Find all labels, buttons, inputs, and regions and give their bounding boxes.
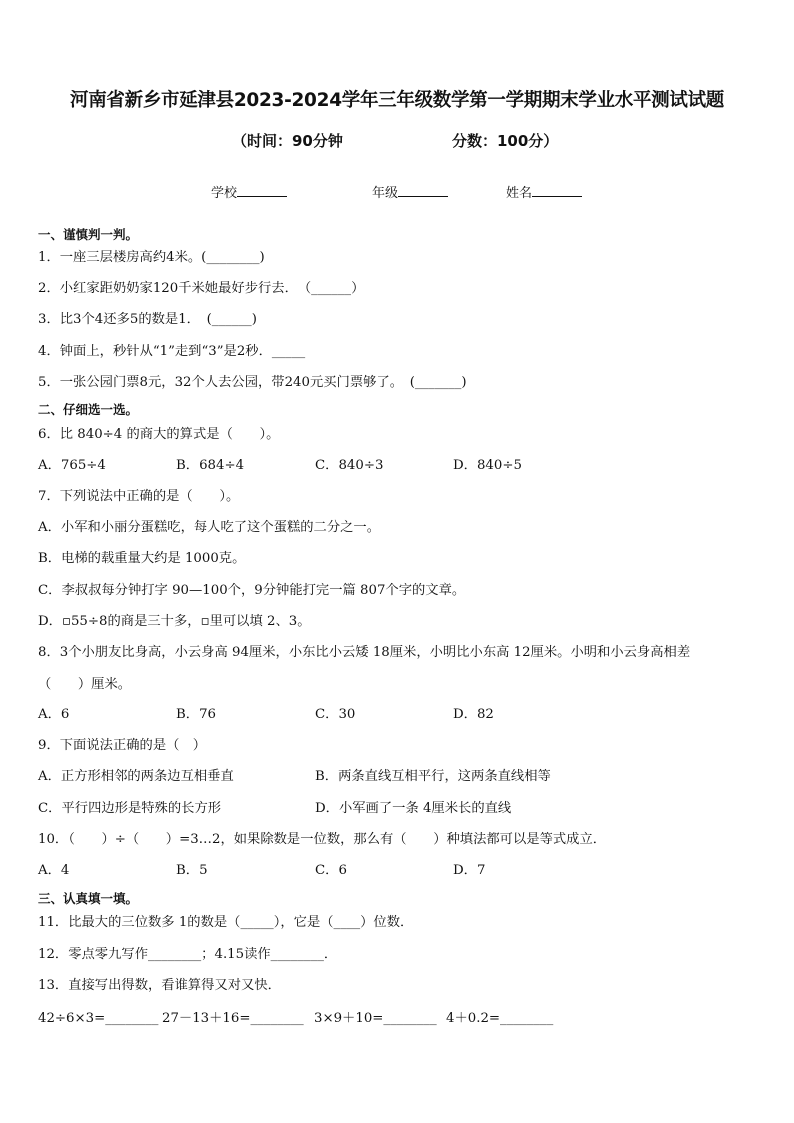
q8-option-a: A．6 — [38, 707, 70, 722]
question-8: 8．3个小朋友比身高，小云身高 94厘米，小东比小云矮 18厘米，小明比小东高 12厘米。小明和小云身高相差 — [38, 645, 691, 660]
name-blank[interactable] — [532, 183, 582, 197]
calc-4: 4＋0.2=________ — [446, 1011, 554, 1026]
question-12: 12．零点零九写作________；4.15读作________． — [38, 947, 338, 962]
section-heading-judge: 一、谨慎判一判。 — [38, 227, 139, 242]
exam-time: （时间：90分钟 — [232, 132, 343, 150]
q8-option-c: C．30 — [315, 707, 356, 722]
question-8-cont: （ ）厘米。 — [38, 677, 132, 692]
q8-option-d: D．82 — [453, 707, 494, 722]
q9-option-c: C．平行四边形是特殊的长方形 — [38, 801, 222, 816]
q7-option-c: C．李叔叔每分钟打字 90—100个，9分钟能打完一篇 807个字的文章。 — [38, 583, 466, 598]
q10-option-b: B．5 — [176, 863, 208, 878]
q9-option-a: A．正方形相邻的两条边互相垂直 — [38, 769, 234, 784]
school-label: 学校 — [211, 186, 238, 201]
q8-option-b: B．76 — [176, 707, 216, 722]
grade-label: 年级 — [372, 186, 399, 201]
name-label: 姓名 — [506, 186, 533, 201]
question-3: 3．比3个4还多5的数是1． (______) — [38, 312, 257, 327]
question-2: 2．小红家距奶奶家120千米她最好步行去． （______） — [38, 281, 365, 296]
section-heading-fill: 三、认真填一填。 — [38, 891, 139, 906]
calc-1: 42÷6×3=________ — [38, 1011, 159, 1026]
question-6: 6．比 840÷4 的商大的算式是（ ）。 — [38, 427, 280, 442]
school-field[interactable] — [211, 182, 287, 201]
q10-option-c: C．6 — [315, 863, 347, 878]
name-field[interactable] — [506, 182, 582, 201]
question-11: 11．比最大的三位数多 1的数是（_____），它是（____）位数． — [38, 915, 414, 930]
question-9: 9．下面说法正确的是（ ） — [38, 738, 207, 753]
q9-option-d: D．小军画了一条 4厘米长的直线 — [315, 801, 512, 816]
section-heading-choice: 二、仔细选一选。 — [38, 402, 139, 417]
grade-blank[interactable] — [398, 183, 448, 197]
calc-3: 3×9＋10=________ — [314, 1011, 437, 1026]
question-13: 13．直接写出得数，看谁算得又对又快． — [38, 978, 281, 993]
grade-field[interactable] — [372, 182, 448, 201]
calc-2: 27－13＋16=________ — [162, 1011, 304, 1026]
q9-option-b: B．两条直线互相平行，这两条直线相等 — [315, 769, 551, 784]
question-1: 1．一座三层楼房高约4米。(________) — [38, 250, 265, 265]
question-7: 7．下列说法中正确的是（ ）。 — [38, 489, 240, 504]
question-10: 10．（ ）÷（ ）=3…2，如果除数是一位数，那么有（ ）种填法都可以是等式成立． — [38, 832, 607, 847]
question-5: 5．一张公园门票8元，32个人去公园，带240元买门票够了。 (_______) — [38, 375, 467, 390]
q7-option-d: D．▫55÷8的商是三十多，▫里可以填 2、3。 — [38, 614, 311, 629]
page-title: 河南省新乡市延津县2023-2024学年三年级数学第一学期期末学业水平测试试题 — [70, 90, 724, 111]
q6-option-a: A．765÷4 — [38, 458, 106, 473]
q7-option-b: B．电梯的载重量大约是 1000克。 — [38, 551, 246, 566]
q7-option-a: A．小军和小丽分蛋糕吃，每人吃了这个蛋糕的二分之一。 — [38, 520, 381, 535]
exam-score: 分数：100分） — [452, 132, 559, 150]
q10-option-a: A．4 — [38, 863, 70, 878]
q6-option-b: B．684÷4 — [176, 458, 245, 473]
q10-option-d: D．7 — [453, 863, 486, 878]
school-blank[interactable] — [237, 183, 287, 197]
question-4: 4．钟面上，秒针从“1”走到“3”是2秒．_____ — [38, 344, 306, 359]
q6-option-c: C．840÷3 — [315, 458, 384, 473]
q6-option-d: D．840÷5 — [453, 458, 522, 473]
